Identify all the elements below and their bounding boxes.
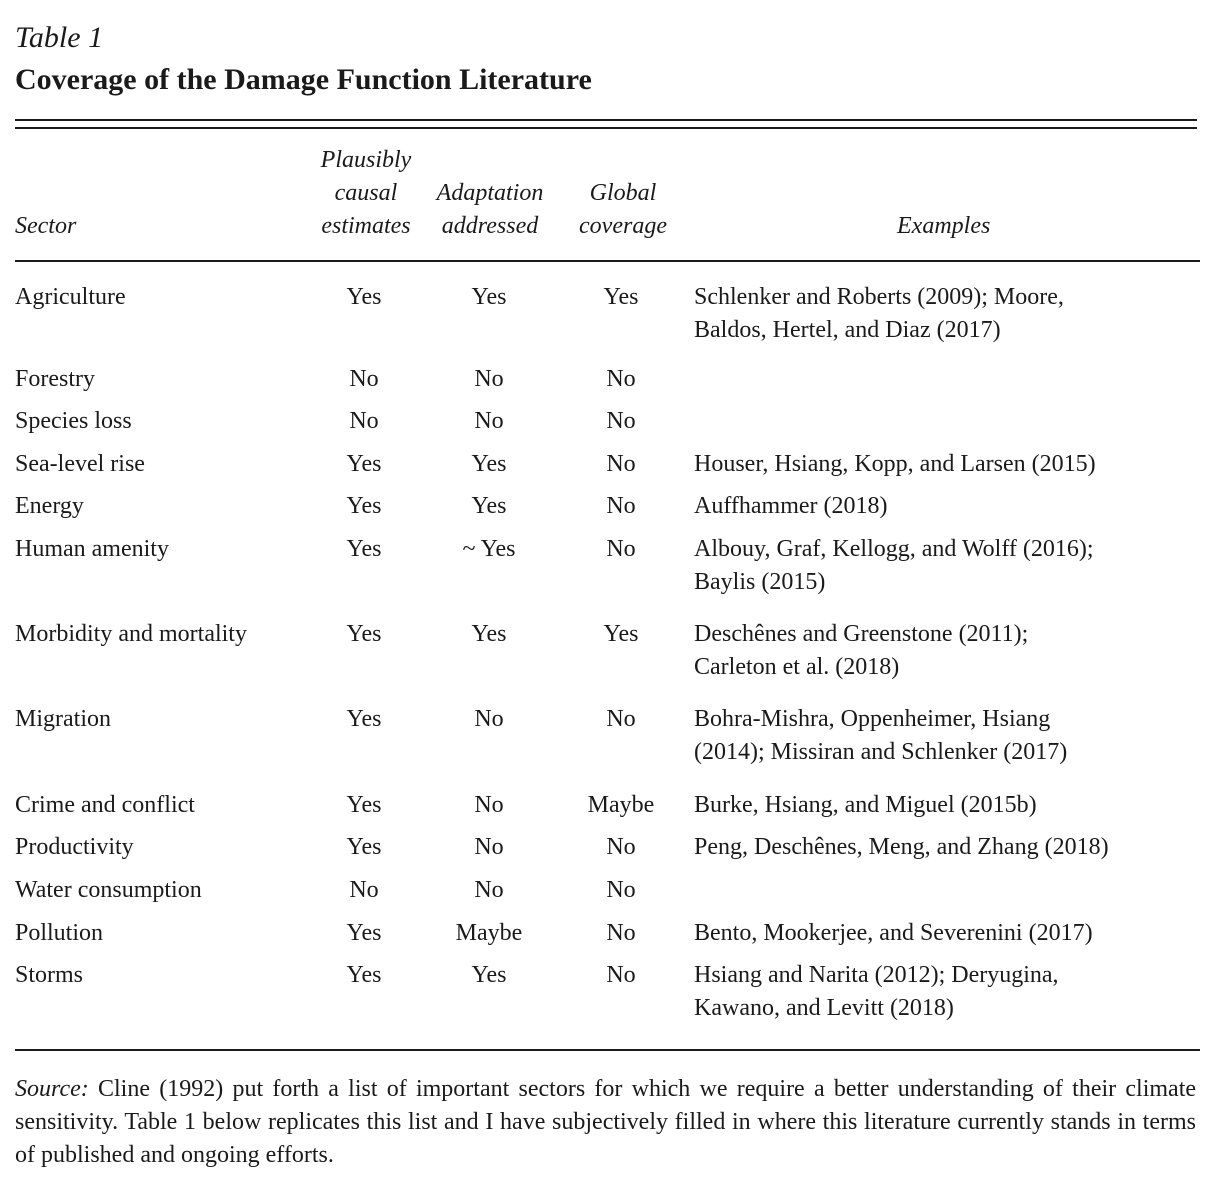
global-coverage-cell: No [606, 451, 636, 477]
global-coverage-cell: No [606, 834, 636, 860]
examples-cell [694, 703, 1199, 769]
sector-cell: Water consumption [15, 877, 202, 903]
adaptation-cell: Yes [471, 962, 507, 988]
sector-cell: Morbidity and mortality [15, 621, 247, 647]
examples-cell [694, 789, 1199, 822]
sector-cell: Human amenity [15, 536, 169, 562]
header-line: estimates [321, 213, 411, 239]
source-note [15, 1073, 1196, 1172]
adaptation-cell: No [474, 877, 504, 903]
global-coverage-cell: Yes [603, 284, 639, 310]
adaptation-cell: No [474, 366, 504, 392]
header-line: Global [589, 180, 657, 206]
example-line: Baylis (2015) [694, 569, 826, 595]
example-line: Houser, Hsiang, Kopp, and Larsen (2015) [694, 451, 1096, 477]
source-text: Cline (1992) put forth a list of important sectors for which we require a better understanding of their climate sensitivity. Table 1 below replicates this list and I have subjectively filled in where this literature currently stands in terms of published and ongoing efforts. [15, 1076, 1197, 1168]
examples-cell [694, 618, 1199, 684]
causal-estimates-cell: Yes [346, 920, 382, 946]
adaptation-cell: Yes [471, 621, 507, 647]
examples-cell [694, 917, 1199, 950]
header-line: causal [334, 180, 398, 206]
header-line: Plausibly [320, 147, 412, 173]
example-line: Peng, Deschênes, Meng, and Zhang (2018) [694, 834, 1109, 860]
example-line: (2014); Missiran and Schlenker (2017) [694, 739, 1068, 765]
sector-cell: Agriculture [15, 284, 126, 310]
causal-estimates-cell: Yes [346, 834, 382, 860]
causal-estimates-cell: No [349, 366, 379, 392]
adaptation-cell: No [474, 792, 504, 818]
causal-estimates-cell: Yes [346, 706, 382, 732]
top-rule [15, 119, 1197, 121]
adaptation-cell: No [474, 706, 504, 732]
causal-estimates-cell: No [349, 408, 379, 434]
header-line: addressed [441, 213, 539, 239]
sector-cell: Crime and conflict [15, 792, 195, 818]
example-line: Baldos, Hertel, and Diaz (2017) [694, 317, 1001, 343]
adaptation-cell: No [474, 834, 504, 860]
example-line: Deschênes and Greenstone (2011); [694, 621, 1029, 647]
causal-estimates-cell: Yes [346, 451, 382, 477]
top-rule-double [15, 127, 1197, 129]
examples-cell [694, 959, 1199, 1025]
sector-cell: Forestry [15, 366, 95, 392]
global-coverage-cell: No [606, 536, 636, 562]
bottom-rule [15, 1049, 1200, 1051]
table-label: Table 1 [15, 21, 104, 54]
causal-estimates-cell: No [349, 877, 379, 903]
adaptation-cell: Yes [471, 284, 507, 310]
example-line: Burke, Hsiang, and Miguel (2015b) [694, 792, 1037, 818]
causal-estimates-cell: Yes [346, 493, 382, 519]
examples-cell [694, 281, 1199, 347]
global-coverage-cell: No [606, 493, 636, 519]
header-sector: Sector [15, 213, 77, 239]
sector-cell: Productivity [15, 834, 134, 860]
example-line: Albouy, Graf, Kellogg, and Wolff (2016); [694, 536, 1094, 562]
adaptation-cell: ~ Yes [462, 536, 516, 562]
causal-estimates-cell: Yes [346, 284, 382, 310]
causal-estimates-cell: Yes [346, 621, 382, 647]
global-coverage-cell: Maybe [587, 792, 655, 818]
adaptation-cell: Maybe [455, 920, 523, 946]
header-line: coverage [579, 213, 667, 239]
examples-cell [694, 533, 1199, 599]
causal-estimates-cell: Yes [346, 792, 382, 818]
causal-estimates-cell: Yes [346, 536, 382, 562]
sector-cell: Energy [15, 493, 84, 519]
global-coverage-cell: No [606, 366, 636, 392]
adaptation-cell: No [474, 408, 504, 434]
source-label: Source: [15, 1076, 89, 1102]
examples-cell [694, 448, 1199, 481]
global-coverage-cell: No [606, 877, 636, 903]
header-rule [15, 260, 1200, 262]
header-line: Adaptation [436, 180, 544, 206]
example-line: Schlenker and Roberts (2009); Moore, [694, 284, 1064, 310]
example-line: Auffhammer (2018) [694, 493, 888, 519]
causal-estimates-cell: Yes [346, 962, 382, 988]
adaptation-cell: Yes [471, 493, 507, 519]
adaptation-cell: Yes [471, 451, 507, 477]
example-line: Bohra-Mishra, Oppenheimer, Hsiang [694, 706, 1051, 732]
examples-cell [694, 831, 1199, 864]
table-title: Coverage of the Damage Function Literature [15, 63, 592, 96]
sector-cell: Species loss [15, 408, 132, 434]
sector-cell: Storms [15, 962, 84, 988]
example-line: Bento, Mookerjee, and Severenini (2017) [694, 920, 1093, 946]
examples-cell [694, 490, 1199, 523]
sector-cell: Pollution [15, 920, 104, 946]
header-examples: Examples [897, 213, 991, 239]
global-coverage-cell: No [606, 408, 636, 434]
global-coverage-cell: No [606, 962, 636, 988]
global-coverage-cell: No [606, 920, 636, 946]
sector-cell: Sea-level rise [15, 451, 145, 477]
sector-cell: Migration [15, 706, 111, 732]
header-global-coverage [543, 177, 703, 243]
example-line: Carleton et al. (2018) [694, 654, 900, 680]
example-line: Kawano, and Levitt (2018) [694, 995, 954, 1021]
example-line: Hsiang and Narita (2012); Deryugina, [694, 962, 1059, 988]
global-coverage-cell: No [606, 706, 636, 732]
global-coverage-cell: Yes [603, 621, 639, 647]
